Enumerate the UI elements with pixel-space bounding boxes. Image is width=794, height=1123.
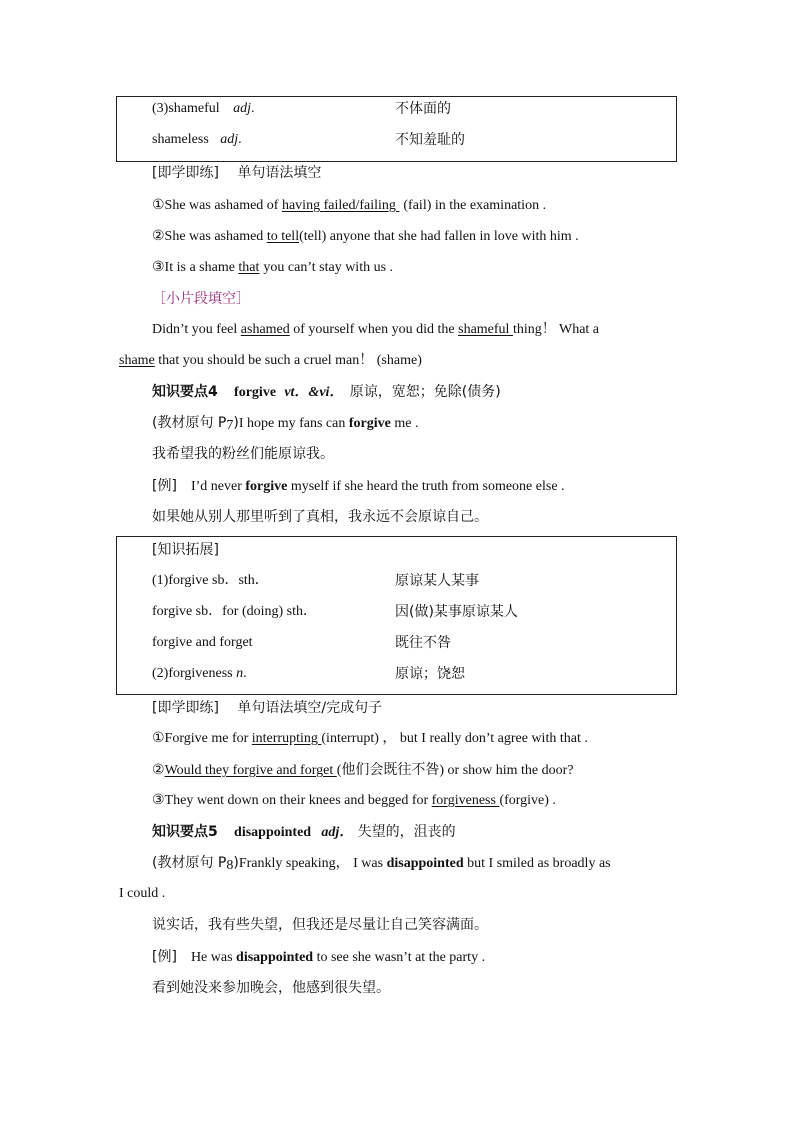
answer-blank: ashamed [240, 322, 290, 337]
example-translation: 看到她没来参加晚会，他感到很失望。 [152, 980, 390, 996]
practice-item [152, 259, 393, 277]
item-text: ①Forgive me for [152, 731, 252, 746]
example-label: [例] [152, 478, 177, 494]
sentence-continuation: I could . [119, 886, 166, 901]
point-word: forgive [234, 385, 277, 400]
passage-text: that you should be such a cruel man！ (shame) [154, 353, 422, 368]
textbook-sentence [152, 854, 674, 875]
source-label: ) [233, 415, 239, 431]
passage-line [119, 352, 422, 370]
source-page: 7 [226, 418, 234, 433]
box1-row1 [152, 100, 255, 118]
practice-label: [即学即练] [152, 700, 219, 716]
part-of-speech: n [236, 666, 244, 681]
point-word: disappointed [234, 825, 312, 840]
practice-header [152, 699, 382, 717]
knowledge-point-heading [152, 383, 501, 402]
answer-blank: interrupting [251, 731, 322, 746]
pos-dot: . [238, 132, 242, 147]
sentence-text: I’d never [190, 479, 246, 494]
answer-blank: shame [119, 353, 155, 368]
box1-row2-meaning: 不知羞耻的 [395, 132, 465, 148]
pos-dot: . [243, 666, 247, 681]
passage-line [152, 321, 674, 339]
sentence-text: Frankly speaking， I was [238, 856, 387, 871]
source-page: 8 [226, 858, 234, 873]
word-entry: (3)shameful [152, 101, 220, 116]
answer-blank: having failed/failing [281, 198, 400, 213]
answer-blank: forgiveness [431, 793, 500, 808]
item-text: (他们会既往不咎) or show him the door? [336, 763, 574, 778]
expansion-phrase: (1)forgive sb．sth． [152, 573, 269, 588]
sentence-translation: 我希望我的粉丝们能原谅我。 [152, 446, 334, 462]
item-text: (interrupt) ， but I really don’t agree with that . [321, 731, 588, 746]
point-meaning: 原谅，宽恕；免除(债务) [349, 384, 501, 400]
practice-item [152, 792, 556, 810]
sentence-keyword: disappointed [386, 856, 464, 871]
practice-title: 单句语法填空 [237, 165, 322, 181]
example-sentence [152, 477, 565, 496]
point-meaning: 失望的，沮丧的 [357, 824, 456, 840]
item-text: (fail) in the examination . [403, 198, 547, 213]
point-label: 知识要点4 [152, 384, 218, 400]
item-text: (forgive) . [499, 793, 556, 808]
sentence-text: but I smiled as broadly as [463, 856, 611, 871]
expansion-meaning: 既往不咎 [395, 635, 451, 651]
sentence-keyword: forgive [348, 416, 391, 431]
practice-item [152, 197, 546, 215]
passage-text: Didn’t you feel ashamed of yourself when you did the shameful thing！ What a [152, 322, 600, 337]
sentence-text: He was [190, 950, 237, 965]
answer-blank: to tell [266, 229, 300, 244]
item-text: ② [152, 763, 165, 778]
sentence-text: to see she wasn’t at the party . [313, 950, 486, 965]
answer-blank: Would they forgive and forget [164, 763, 337, 778]
box1-row1-meaning: 不体面的 [395, 101, 451, 117]
sentence-translation: 说实话，我有些失望，但我还是尽量让自己笑容满面。 [152, 917, 488, 933]
item-text: ①She was ashamed of [152, 198, 282, 213]
item-text: you can’t stay with us . [263, 260, 394, 275]
passage-header: ［小片段填空］ [152, 291, 250, 307]
practice-header [152, 164, 321, 182]
item-text: ③They went down on their knees and begged for [152, 793, 432, 808]
knowledge-point-heading [152, 823, 456, 842]
part-of-speech: adj [233, 101, 252, 116]
sentence-line [152, 854, 611, 875]
expansion-phrase: forgive and forget [152, 635, 253, 650]
sentence-text: myself if she heard the truth from someone else . [287, 479, 565, 494]
source-label: (教材原句 P [152, 855, 227, 871]
point-label: 知识要点5 [152, 824, 218, 840]
practice-label: [即学即练] [152, 165, 219, 181]
item-text: ②She was ashamed [152, 229, 267, 244]
example-label: [例] [152, 949, 177, 965]
pos-dot: . [251, 101, 255, 116]
point-pos: vt．&vi． [284, 385, 344, 400]
textbook-sentence [152, 414, 418, 435]
practice-item [152, 228, 579, 246]
point-pos: adj． [321, 825, 354, 840]
box1-row2 [152, 131, 242, 149]
sentence-keyword: forgive [245, 479, 288, 494]
answer-blank: that [238, 260, 260, 275]
expansion-meaning: 因(做)某事原谅某人 [395, 604, 518, 620]
practice-title: 单句语法填空/完成句子 [237, 700, 383, 716]
word-entry: shameless [152, 132, 209, 147]
item-text: (tell) anyone that she had fallen in love with him . [299, 229, 579, 244]
expansion-phrase: forgive sb．for (doing) sth． [152, 604, 317, 619]
source-label: ) [233, 855, 239, 871]
practice-item [152, 730, 588, 748]
example-sentence [152, 948, 485, 967]
expansion-header: [知识拓展] [152, 542, 219, 558]
part-of-speech: adj [220, 132, 239, 147]
expansion-meaning: 原谅某人某事 [395, 573, 479, 589]
phrase-text: (2)forgiveness [152, 666, 237, 681]
example-translation: 如果她从别人那里听到了真相，我永远不会原谅自己。 [152, 509, 488, 525]
practice-item [152, 761, 574, 780]
sentence-text: me . [390, 416, 419, 431]
item-text: ③It is a shame [152, 260, 239, 275]
expansion-phrase [152, 665, 247, 683]
sentence-keyword: disappointed [236, 950, 314, 965]
answer-blank: shameful [458, 322, 513, 337]
expansion-meaning: 原谅；饶恕 [395, 666, 465, 682]
source-label: (教材原句 P [152, 415, 227, 431]
sentence-text: I hope my fans can [238, 416, 349, 431]
